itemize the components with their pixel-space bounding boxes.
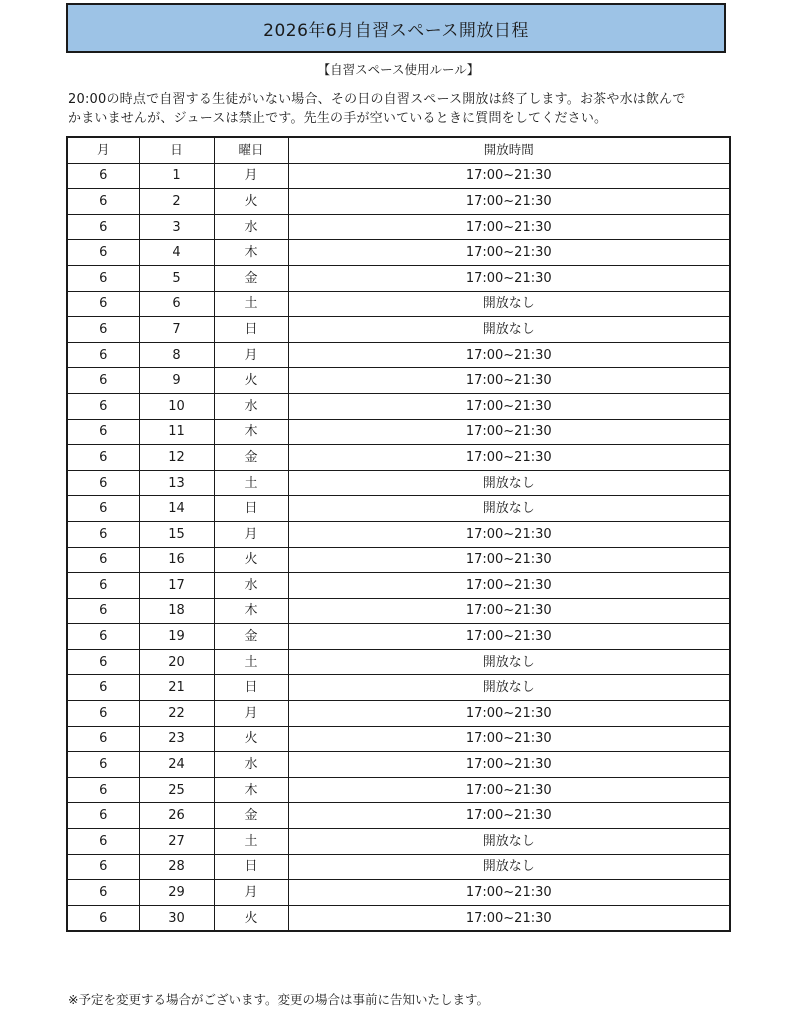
table-row	[67, 701, 730, 727]
cell-month: 6	[67, 470, 139, 496]
cell-weekday: 土	[214, 829, 288, 855]
table-row	[67, 240, 730, 266]
schedule-table	[66, 136, 731, 932]
cell-month: 6	[67, 726, 139, 752]
table-row	[67, 624, 730, 650]
cell-month: 6	[67, 163, 139, 189]
cell-hours: 17:00~21:30	[288, 777, 730, 803]
cell-hours: 17:00~21:30	[288, 163, 730, 189]
cell-hours: 17:00~21:30	[288, 701, 730, 727]
cell-weekday: 水	[214, 214, 288, 240]
header-weekday: 曜日	[214, 137, 288, 163]
cell-day: 20	[139, 649, 214, 675]
cell-month: 6	[67, 573, 139, 599]
cell-day: 29	[139, 880, 214, 906]
cell-day: 28	[139, 854, 214, 880]
cell-weekday: 月	[214, 342, 288, 368]
cell-weekday: 月	[214, 521, 288, 547]
table-row	[67, 829, 730, 855]
cell-weekday: 金	[214, 803, 288, 829]
cell-day: 12	[139, 445, 214, 471]
table-row	[67, 547, 730, 573]
cell-hours: 17:00~21:30	[288, 547, 730, 573]
cell-hours: 17:00~21:30	[288, 393, 730, 419]
cell-hours: 17:00~21:30	[288, 214, 730, 240]
cell-hours: 17:00~21:30	[288, 521, 730, 547]
cell-weekday: 土	[214, 470, 288, 496]
cell-month: 6	[67, 393, 139, 419]
cell-weekday: 金	[214, 624, 288, 650]
cell-day: 2	[139, 189, 214, 215]
cell-month: 6	[67, 445, 139, 471]
cell-month: 6	[67, 368, 139, 394]
cell-day: 16	[139, 547, 214, 573]
cell-day: 23	[139, 726, 214, 752]
cell-weekday: 木	[214, 419, 288, 445]
page-title-box	[66, 3, 726, 53]
cell-day: 19	[139, 624, 214, 650]
cell-weekday: 水	[214, 752, 288, 778]
cell-hours: 開放なし	[288, 675, 730, 701]
cell-weekday: 日	[214, 496, 288, 522]
table-row	[67, 752, 730, 778]
schedule-body	[67, 163, 730, 931]
cell-weekday: 土	[214, 291, 288, 317]
cell-month: 6	[67, 675, 139, 701]
cell-day: 22	[139, 701, 214, 727]
cell-month: 6	[67, 624, 139, 650]
cell-day: 9	[139, 368, 214, 394]
cell-weekday: 火	[214, 368, 288, 394]
cell-month: 6	[67, 496, 139, 522]
cell-hours: 開放なし	[288, 496, 730, 522]
cell-day: 18	[139, 598, 214, 624]
cell-hours: 17:00~21:30	[288, 189, 730, 215]
cell-month: 6	[67, 905, 139, 931]
cell-weekday: 火	[214, 905, 288, 931]
cell-weekday: 日	[214, 675, 288, 701]
cell-day: 5	[139, 265, 214, 291]
cell-month: 6	[67, 701, 139, 727]
cell-month: 6	[67, 880, 139, 906]
cell-weekday: 水	[214, 393, 288, 419]
cell-month: 6	[67, 317, 139, 343]
table-row	[67, 470, 730, 496]
rules-line-2: かまいませんが、ジュースは禁止です。先生の手が空いているときに質問をしてください。	[68, 111, 608, 126]
table-row	[67, 368, 730, 394]
header-month: 月	[67, 137, 139, 163]
cell-hours: 17:00~21:30	[288, 880, 730, 906]
cell-weekday: 火	[214, 547, 288, 573]
cell-hours: 17:00~21:30	[288, 265, 730, 291]
table-row	[67, 905, 730, 931]
page-title: 2026年6月自習スペース開放日程	[263, 20, 529, 41]
cell-month: 6	[67, 521, 139, 547]
cell-day: 26	[139, 803, 214, 829]
table-row	[67, 291, 730, 317]
cell-month: 6	[67, 777, 139, 803]
cell-day: 17	[139, 573, 214, 599]
cell-month: 6	[67, 189, 139, 215]
table-row	[67, 803, 730, 829]
table-row	[67, 675, 730, 701]
table-header-row	[67, 137, 730, 163]
cell-hours: 17:00~21:30	[288, 752, 730, 778]
table-row	[67, 214, 730, 240]
cell-hours: 17:00~21:30	[288, 905, 730, 931]
cell-day: 27	[139, 829, 214, 855]
cell-weekday: 日	[214, 317, 288, 343]
cell-weekday: 金	[214, 265, 288, 291]
cell-month: 6	[67, 598, 139, 624]
cell-hours: 17:00~21:30	[288, 419, 730, 445]
rules-text	[68, 90, 738, 128]
cell-day: 13	[139, 470, 214, 496]
cell-month: 6	[67, 829, 139, 855]
table-row	[67, 726, 730, 752]
cell-day: 11	[139, 419, 214, 445]
cell-hours: 17:00~21:30	[288, 342, 730, 368]
rules-line-1: 20:00の時点で自習する生徒がいない場合、その日の自習スペース開放は終了します。お茶や水は飲んで	[68, 92, 686, 107]
table-row	[67, 777, 730, 803]
cell-month: 6	[67, 240, 139, 266]
cell-day: 7	[139, 317, 214, 343]
footer-note: ※予定を変更する場合がございます。変更の場合は事前に告知いたします。	[68, 992, 489, 1007]
cell-day: 30	[139, 905, 214, 931]
cell-day: 1	[139, 163, 214, 189]
header-hours: 開放時間	[288, 137, 730, 163]
cell-hours: 開放なし	[288, 291, 730, 317]
cell-day: 24	[139, 752, 214, 778]
cell-hours: 17:00~21:30	[288, 573, 730, 599]
table-row	[67, 317, 730, 343]
cell-hours: 17:00~21:30	[288, 726, 730, 752]
table-row	[67, 598, 730, 624]
cell-day: 15	[139, 521, 214, 547]
table-row	[67, 649, 730, 675]
cell-month: 6	[67, 419, 139, 445]
table-row	[67, 573, 730, 599]
cell-month: 6	[67, 342, 139, 368]
cell-weekday: 月	[214, 701, 288, 727]
table-row	[67, 189, 730, 215]
cell-day: 3	[139, 214, 214, 240]
table-row	[67, 265, 730, 291]
cell-hours: 17:00~21:30	[288, 240, 730, 266]
cell-month: 6	[67, 291, 139, 317]
cell-weekday: 月	[214, 880, 288, 906]
table-row	[67, 445, 730, 471]
cell-weekday: 水	[214, 573, 288, 599]
cell-weekday: 日	[214, 854, 288, 880]
cell-month: 6	[67, 854, 139, 880]
cell-weekday: 木	[214, 598, 288, 624]
cell-day: 4	[139, 240, 214, 266]
table-row	[67, 419, 730, 445]
cell-hours: 17:00~21:30	[288, 368, 730, 394]
cell-weekday: 月	[214, 163, 288, 189]
cell-weekday: 土	[214, 649, 288, 675]
cell-day: 14	[139, 496, 214, 522]
header-day: 日	[139, 137, 214, 163]
cell-month: 6	[67, 214, 139, 240]
cell-weekday: 木	[214, 777, 288, 803]
table-row	[67, 880, 730, 906]
cell-weekday: 火	[214, 726, 288, 752]
cell-hours: 17:00~21:30	[288, 598, 730, 624]
table-row	[67, 854, 730, 880]
cell-day: 21	[139, 675, 214, 701]
table-row	[67, 393, 730, 419]
table-row	[67, 342, 730, 368]
cell-day: 25	[139, 777, 214, 803]
cell-weekday: 火	[214, 189, 288, 215]
cell-hours: 開放なし	[288, 317, 730, 343]
cell-hours: 開放なし	[288, 829, 730, 855]
cell-month: 6	[67, 547, 139, 573]
cell-hours: 17:00~21:30	[288, 445, 730, 471]
table-row	[67, 496, 730, 522]
cell-hours: 開放なし	[288, 854, 730, 880]
cell-weekday: 木	[214, 240, 288, 266]
rules-heading: 【自習スペース使用ルール】	[317, 62, 480, 77]
cell-hours: 17:00~21:30	[288, 624, 730, 650]
cell-day: 10	[139, 393, 214, 419]
cell-month: 6	[67, 265, 139, 291]
cell-month: 6	[67, 803, 139, 829]
cell-weekday: 金	[214, 445, 288, 471]
cell-day: 6	[139, 291, 214, 317]
cell-month: 6	[67, 649, 139, 675]
cell-month: 6	[67, 752, 139, 778]
table-row	[67, 163, 730, 189]
cell-hours: 17:00~21:30	[288, 803, 730, 829]
cell-hours: 開放なし	[288, 649, 730, 675]
table-row	[67, 521, 730, 547]
cell-day: 8	[139, 342, 214, 368]
cell-hours: 開放なし	[288, 470, 730, 496]
